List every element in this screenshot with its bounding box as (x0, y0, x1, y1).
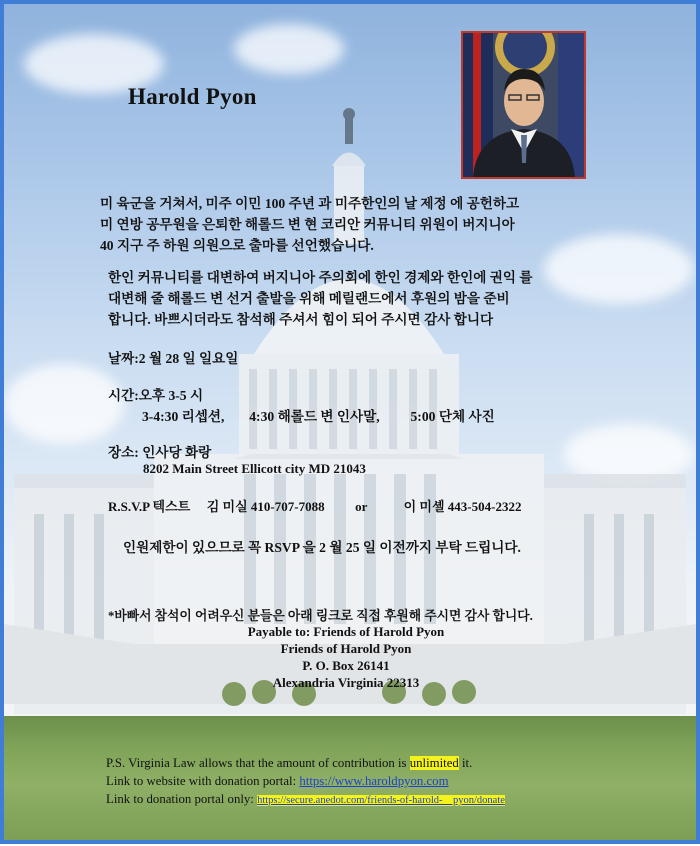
rsvp-contact-1: 김 미실 410-707-7088 (206, 499, 325, 514)
ps-text: P.S. Virginia Law allows that the amount of contribution is (106, 756, 410, 770)
rsvp-label: R.S.V.P 텍스트 (108, 499, 191, 514)
place-label: 장소: (108, 445, 143, 460)
intro-paragraph (100, 193, 519, 256)
unlimited-highlight: unlimited (409, 756, 459, 770)
event-time (108, 384, 203, 404)
rsvp-or: or (355, 499, 368, 514)
place-address: 8202 Main Street Ellicott city MD 21043 (143, 461, 366, 476)
intro-line: 40 지구 주 하원 의원으로 출마를 선언했습니다. (100, 238, 374, 253)
ps-suffix: it. (458, 756, 473, 770)
invite-paragraph (108, 267, 533, 330)
event-schedule (142, 405, 495, 425)
schedule-item: 3-4:30 리셉션, (142, 409, 225, 424)
invite-line: 합니다. 바쁘시더라도 참석해 주셔서 힘이 되어 주시면 감사 합니다 (108, 312, 494, 327)
ps-line (106, 756, 472, 771)
date-label: 날짜: (108, 351, 139, 366)
donation-portal-link[interactable]: https://secure.anedot.com/friends-of-harold- pyon/donate (257, 795, 505, 806)
candidate-photo (461, 31, 586, 179)
event-place (108, 441, 211, 461)
rsvp-notice: 인원제한이 있으므로 꼭 RSVP 을 2 월 25 일 이전까지 부탁 드립니다. (123, 540, 521, 555)
website-link-label: Link to website with donation portal: (106, 774, 300, 788)
intro-line: 미 연방 공무원을 은퇴한 해롤드 변 현 코리안 커뮤니티 위원이 버지니아 (100, 217, 515, 232)
website-link[interactable]: https://www.haroldpyon.com (299, 774, 449, 788)
invite-line: 한인 커뮤니티를 대변하여 버지니아 주의회에 한인 경제와 한인에 권익 를 (108, 270, 533, 285)
schedule-item: 4:30 해롤드 변 인사말, (249, 409, 380, 424)
donation-note: *바빠서 참석이 어려우신 분들은 아래 링크로 직접 후원해 주시면 감사 합니다. (108, 609, 533, 623)
date-value: 2 월 28 일 일요일 (138, 351, 239, 366)
time-label: 시간: (108, 388, 139, 403)
donation-link-line (106, 792, 505, 807)
time-value: 오후 3-5 시 (138, 388, 204, 403)
invite-line: 대변해 줄 해롤드 변 선거 출발을 위해 메릴랜드에서 후원의 밤을 준비 (108, 291, 510, 306)
place-name: 인사당 화랑 (142, 445, 212, 460)
donation-link-label: Link to donation portal only: (106, 792, 258, 806)
payable-line: Friends of Harold Pyon (280, 641, 412, 656)
payable-line: Alexandria Virginia 22313 (272, 675, 420, 690)
payable-address (0, 623, 692, 691)
rsvp-line (108, 496, 521, 515)
website-link-line (106, 774, 449, 789)
payable-line: P. O. Box 26141 (302, 658, 390, 673)
candidate-name: Harold Pyon (128, 84, 257, 109)
payable-line: Payable to: Friends of Harold Pyon (247, 624, 445, 639)
intro-line: 미 육군을 거쳐서, 미주 이민 100 주년 과 미주한인의 날 제정 에 공헌하고 (100, 196, 520, 211)
event-date (108, 347, 238, 367)
schedule-item: 5:00 단체 사진 (410, 409, 495, 424)
rsvp-contact-2: 이 미셸 443-504-2322 (403, 499, 522, 514)
